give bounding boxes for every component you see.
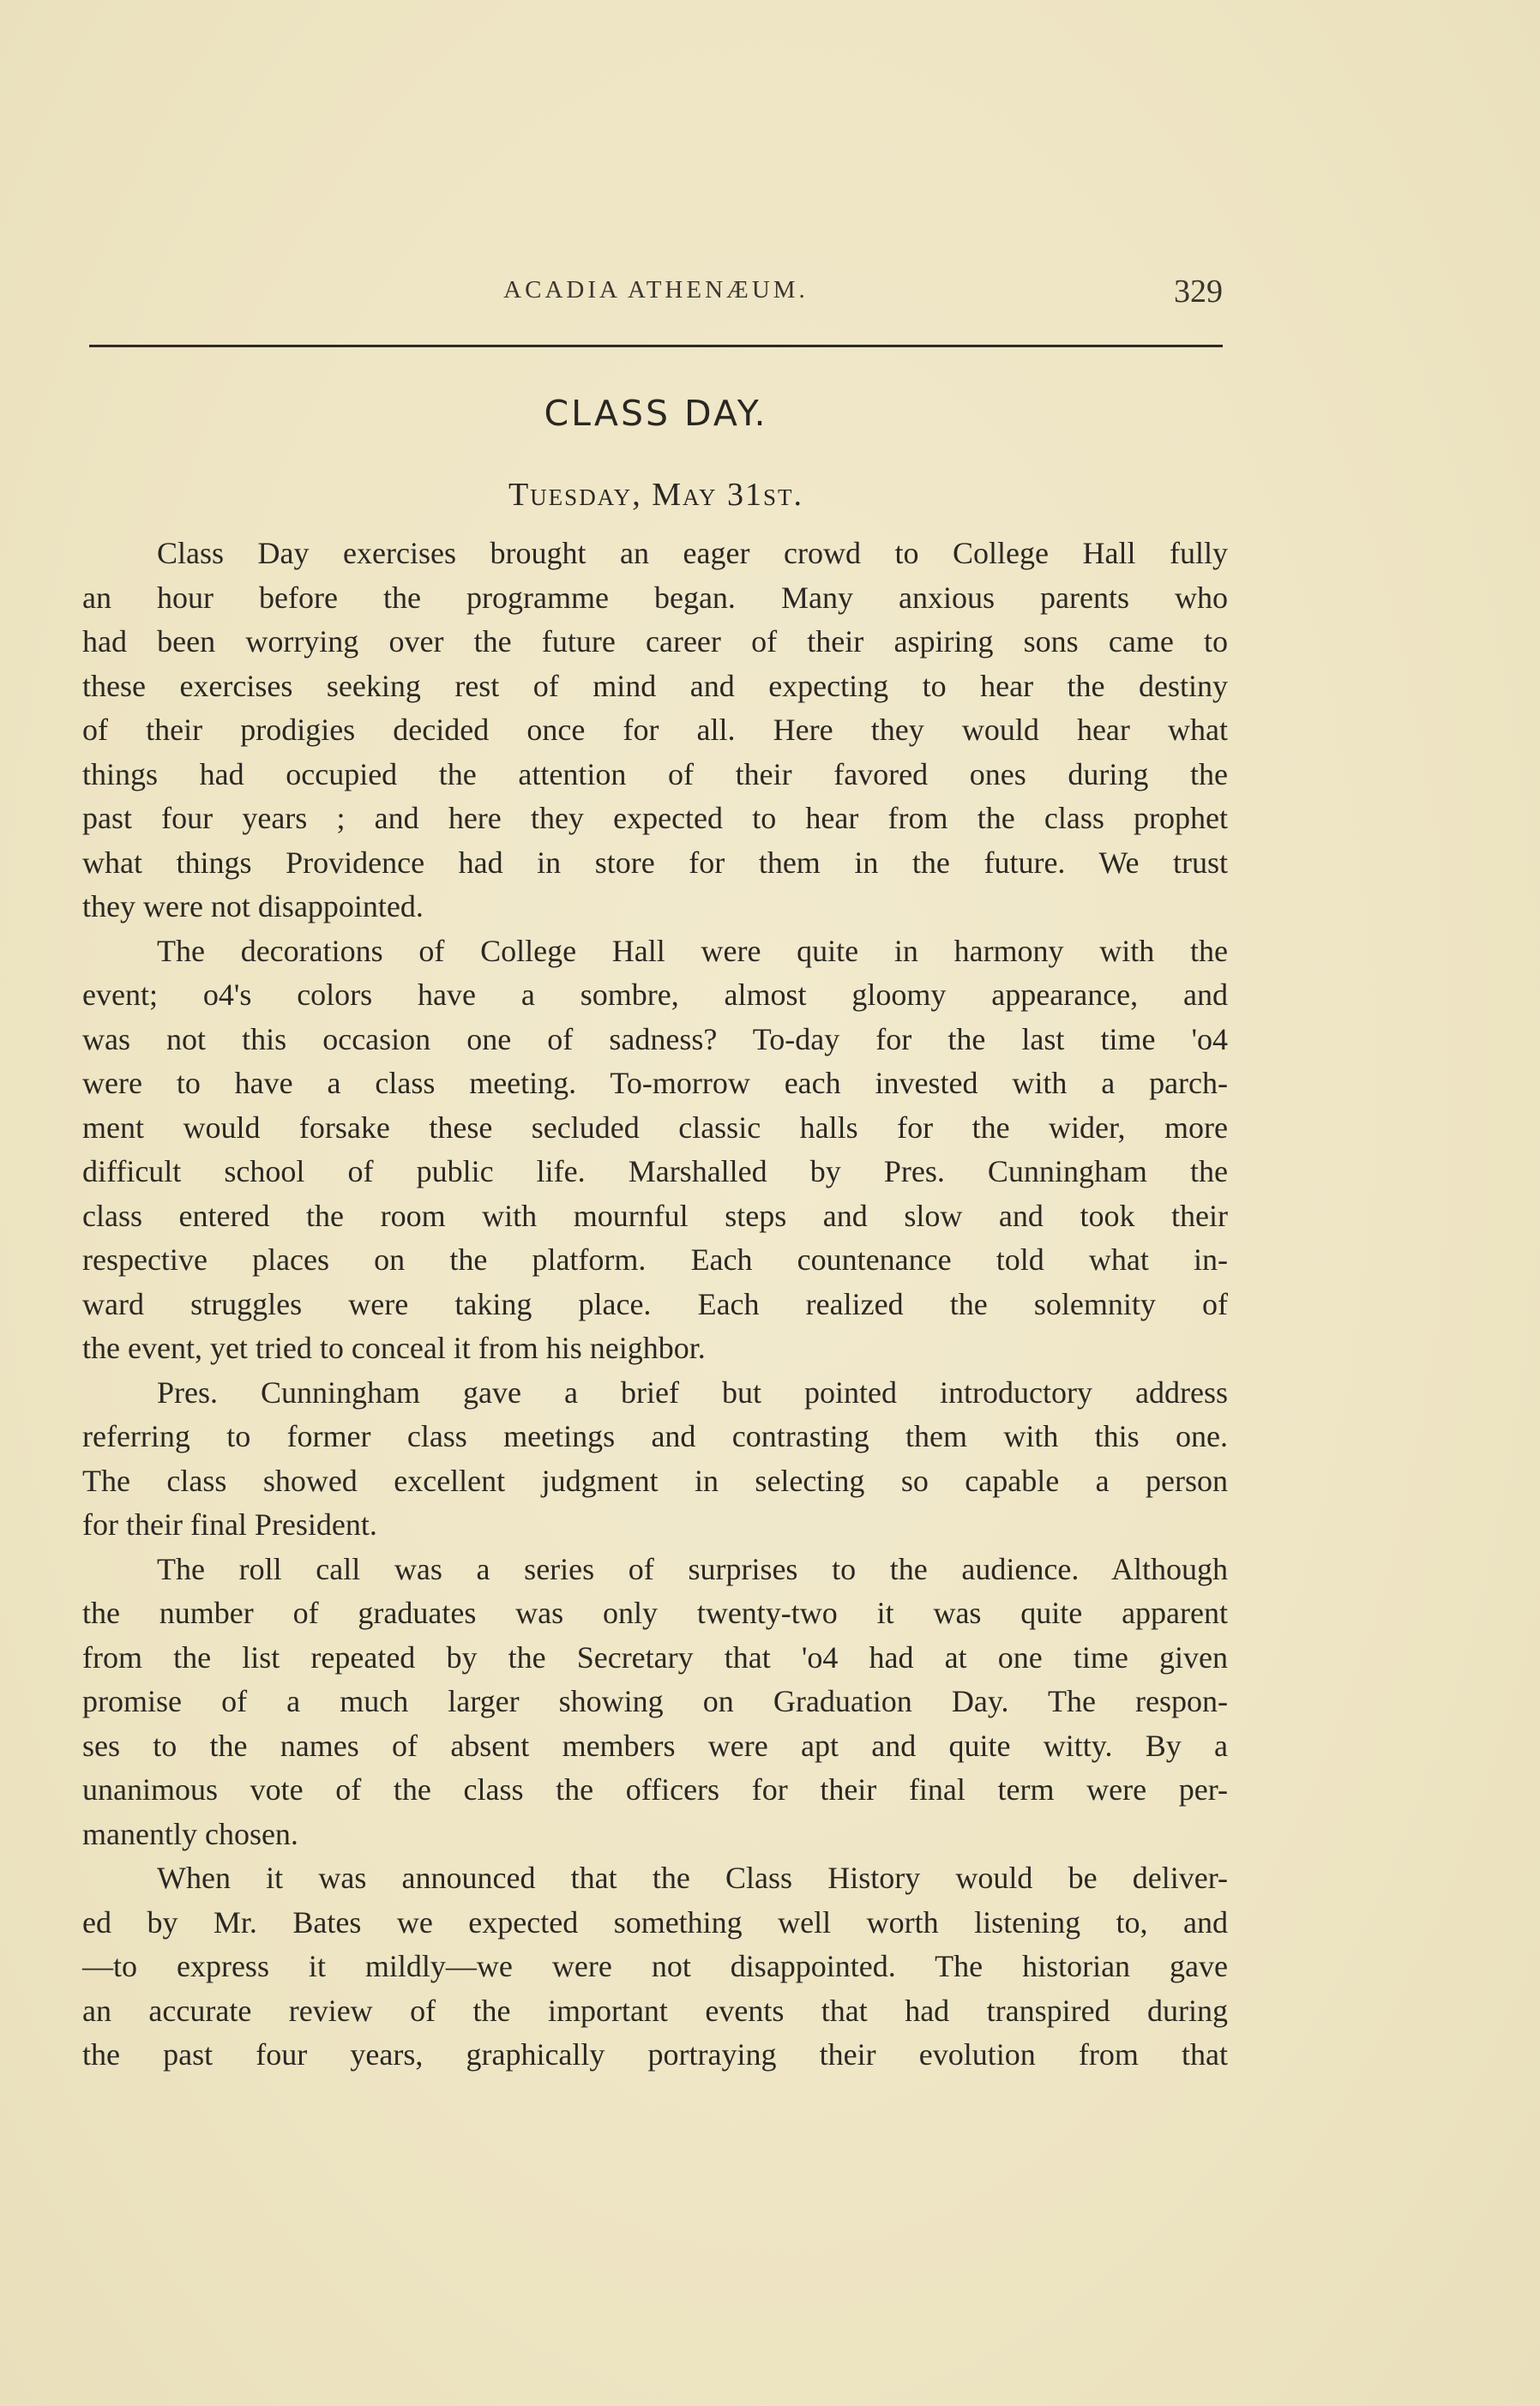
text-line: an accurate review of the important events that had transpired during: [82, 1993, 1228, 2028]
text-line: When it was announced that the Class History would be deliver-: [157, 1861, 1228, 1895]
text-line: —to express it mildly—we were not disappointed. The historian gave: [82, 1949, 1228, 1983]
text-line: past four years ; and here they expected to hear from the class prophet: [82, 801, 1228, 835]
article-title: CLASS DAY.: [544, 393, 768, 434]
text-line: an hour before the programme began. Many anxious parents who: [82, 580, 1228, 615]
article-body: [82, 532, 1228, 2078]
page-number: 329: [1174, 274, 1223, 310]
header-rule: [89, 345, 1223, 347]
article-dateline: Tuesday, May 31st.: [508, 477, 804, 513]
text-line: for their final President.: [82, 1507, 377, 1542]
text-line: unanimous vote of the class the officers for their final term were per-: [82, 1772, 1228, 1807]
text-line: class entered the room with mournful steps and slow and took their: [82, 1198, 1228, 1233]
text-line: were to have a class meeting. To-morrow each invested with a parch-: [82, 1066, 1228, 1100]
text-line: what things Providence had in store for them in the future. We trust: [82, 845, 1228, 880]
running-head: [89, 273, 1223, 316]
text-line: the number of graduates was only twenty-two it was quite apparent: [82, 1596, 1228, 1630]
text-line: the past four years, graphically portraying their evolution from that: [82, 2037, 1228, 2072]
text-line: difficult school of public life. Marshalled by Pres. Cunningham the: [82, 1154, 1228, 1188]
text-line: manently chosen.: [82, 1816, 298, 1851]
text-line: event; o4's colors have a sombre, almost gloomy appearance, and: [82, 977, 1228, 1012]
text-line: from the list repeated by the Secretary that 'o4 had at one time given: [82, 1639, 1228, 1675]
text-line: promise of a much larger showing on Graduation Day. The respon-: [82, 1684, 1228, 1718]
journal-title: ACADIA ATHENÆUM.: [503, 276, 809, 304]
text-line: was not this occasion one of sadness? To-day for the last time 'o4: [82, 1021, 1228, 1056]
text-line: of their prodigies decided once for all. Here they would hear what: [82, 713, 1228, 747]
text-line: Pres. Cunningham gave a brief but pointed introductory address: [157, 1374, 1228, 1410]
text-line: respective places on the platform. Each countenance told what in-: [82, 1242, 1228, 1277]
text-line: the event, yet tried to conceal it from his neighbor.: [82, 1331, 706, 1365]
text-line: ment would forsake these secluded classic halls for the wider, more: [82, 1110, 1228, 1145]
text-line: they were not disappointed.: [82, 889, 424, 923]
text-line: Class Day exercises brought an eager crowd to College Hall fully: [157, 536, 1228, 570]
text-line: had been worrying over the future career of their aspiring sons came to: [82, 624, 1228, 659]
text-line: referring to former class meetings and contrasting them with this one.: [82, 1419, 1228, 1453]
text-line: The roll call was a series of surprises to the audience. Although: [157, 1551, 1228, 1586]
text-line: The decorations of College Hall were quite in harmony with the: [157, 933, 1228, 968]
text-line: these exercises seeking rest of mind and expecting to hear the destiny: [82, 668, 1228, 703]
text-line: ed by Mr. Bates we expected something well worth listening to, and: [82, 1904, 1228, 1940]
text-line: things had occupied the attention of their favored ones during the: [82, 756, 1228, 791]
text-line: ward struggles were taking place. Each realized the solemnity of: [82, 1286, 1228, 1321]
text-line: The class showed excellent judgment in selecting so capable a person: [82, 1463, 1228, 1498]
text-line: ses to the names of absent members were apt and quite witty. By a: [82, 1728, 1228, 1763]
